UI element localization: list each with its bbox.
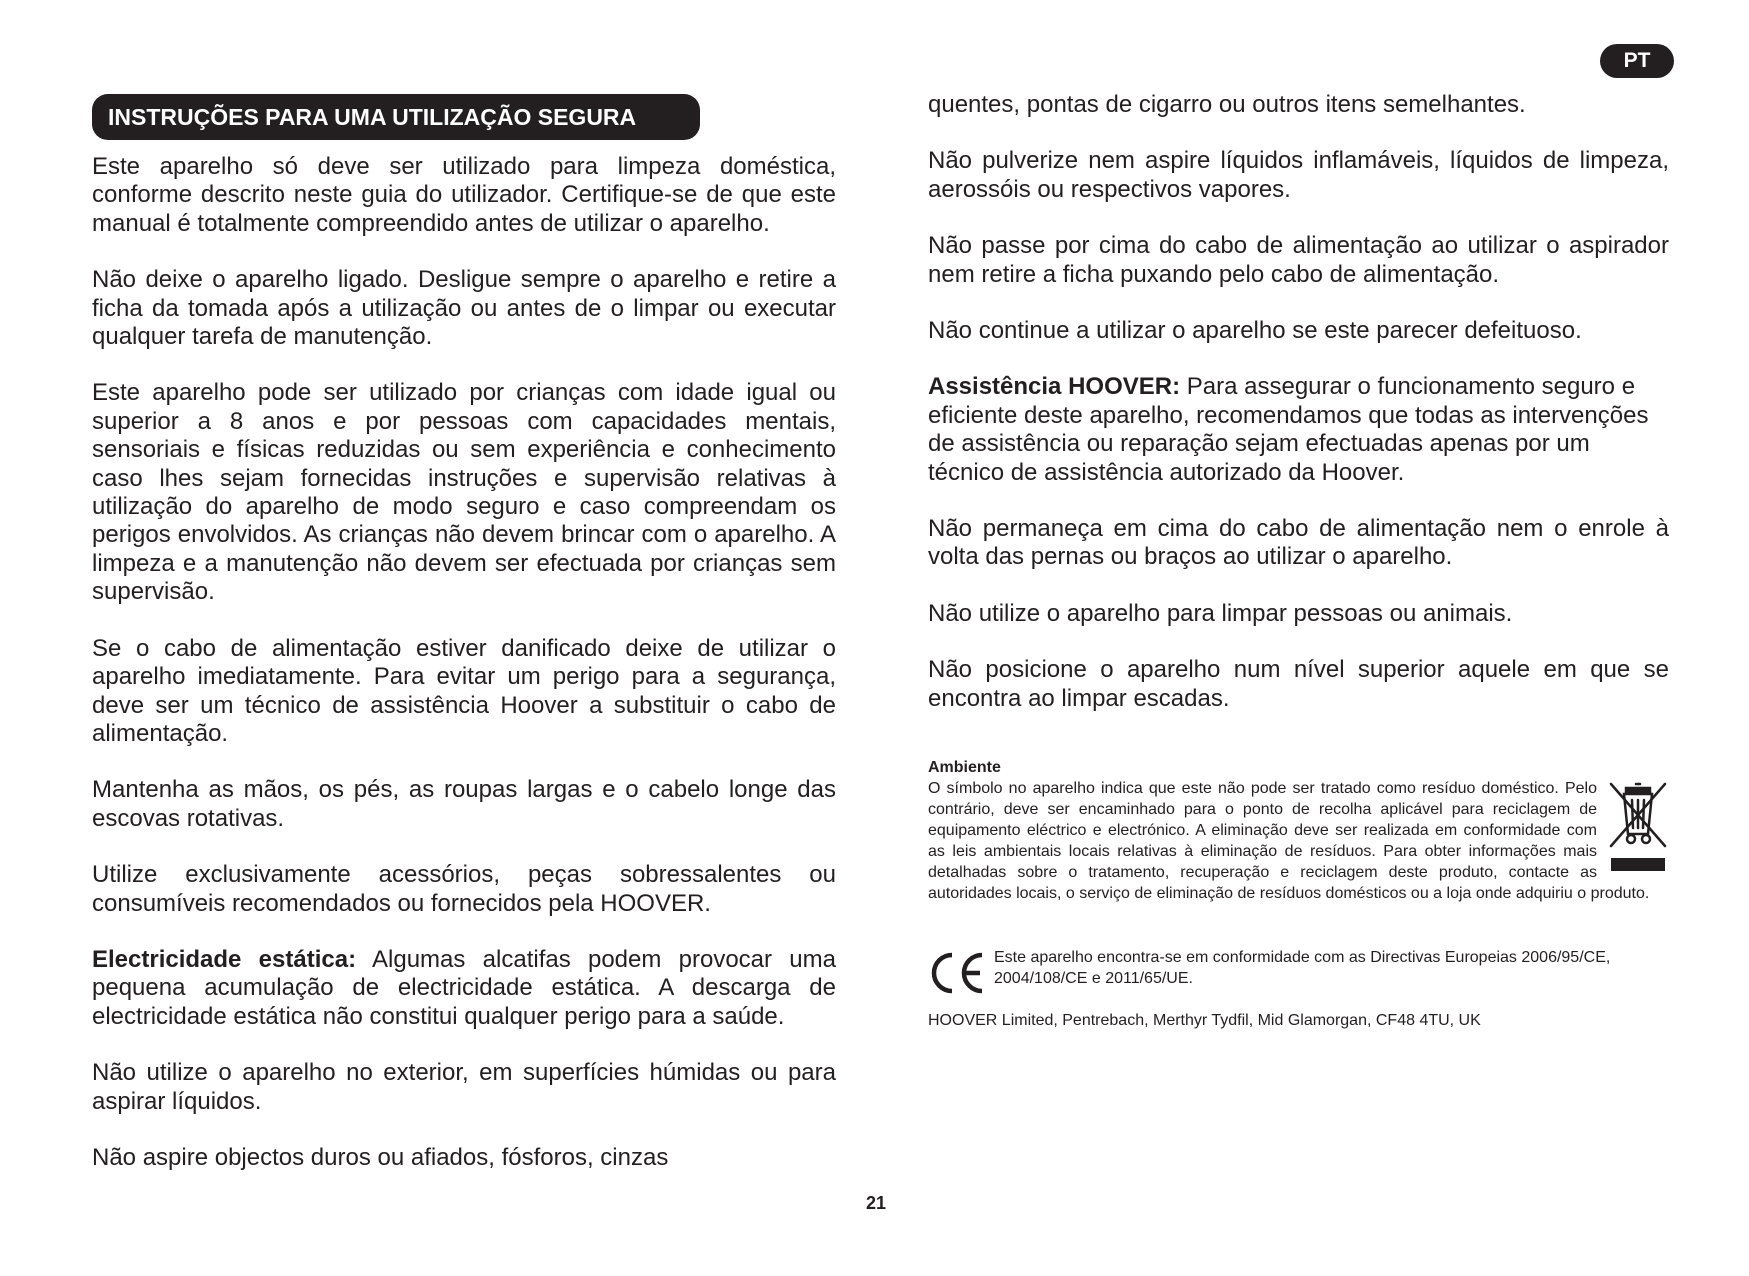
paragraph-hard-objects: Não aspire objectos duros ou afiados, fósforos, cinzas: [92, 1143, 669, 1171]
weee-bin-icon: [1607, 780, 1669, 872]
section-heading: INSTRUÇÕES PARA UMA UTILIZAÇÃO SEGURA: [92, 94, 700, 140]
paragraph-accessories: Utilize exclusivamente acessórios, peças sobressalentes ou consumíveis recomendados ou fornecidos pela HOOVER.: [92, 861, 836, 917]
paragraph-stairs: Não posicione o aparelho num nível superior aquele em que se encontra ao limpar escadas.: [928, 656, 1669, 712]
paragraph-defective: Não continue a utilizar o aparelho se este parecer defeituoso.: [928, 317, 1582, 345]
static-text: Algumas alcatifas podem provocar uma pequena acumulação de electricidade estática. A descarga de electricidade estática não constitui qualquer perigo para a saúde.: [92, 945, 836, 1030]
paragraph-cord-wrap: Não permaneça em cima do cabo de alimentação nem o enrole à volta das pernas ou braços ao utilizar o aparelho.: [928, 515, 1669, 571]
left-column: [92, 153, 836, 1200]
paragraph-people-animals: Não utilize o aparelho para limpar pessoas ou animais.: [928, 599, 1513, 627]
paragraph-domestic-use: Este aparelho só deve ser utilizado para limpeza doméstica, conforme descrito neste guia do utilizador. Certifique-se de que este manual é totalmente compreendido antes de utilizar o aparelho.: [92, 153, 836, 237]
page-number: 21: [866, 1193, 887, 1213]
ce-mark-icon: [928, 949, 986, 1003]
paragraph-damaged-cord: Se o cabo de alimentação estiver danificado deixe de utilizar o aparelho imediatamente. Para evitar um perigo para a segurança, deve ser um técnico de assistência Hoover a substituir o cabo de alimentação.: [92, 634, 836, 747]
static-label: Electricidade estática:: [92, 945, 357, 973]
paragraph-children: Este aparelho pode ser utilizado por crianças com idade igual ou superior a 8 anos e por pessoas com capacidades mentais, sensoriais e físicas reduzidas ou sem experiência e conhecimento caso lhes sejam fornecidas instruções e supervisão relativas à utilização do aparelho de modo seguro e caso compreendam os perigos envolvidos. As crianças não devem brincar com o aparelho. A limpeza e a manutenção não devem ser efectuada por crianças sem supervisão.: [92, 379, 836, 606]
paragraph-cord-handling: Não passe por cima do cabo de alimentação ao utilizar o aspirador nem retire a ficha puxando pelo cabo de alimentação.: [928, 232, 1669, 288]
environment-text: O símbolo no aparelho indica que este não pode ser tratado como resíduo doméstico. Pelo contrário, deve ser encaminhado para o ponto de recolha aplicável para reciclagem de equipamento eléctrico e electrónico. A eliminação deve ser realizada em conformidade com as leis ambientais locais relativas à eliminação de resíduos. Para obter informações mais detalhadas sobre o tratamento, recuperação e reciclagem deste produto, contacte as autoridades locais, o serviço de eliminação de resíduos domésticos ou a loja onde adquiriu o produto.: [928, 780, 1650, 902]
paragraph-hot-items: quentes, pontas de cigarro ou outros itens semelhantes.: [928, 91, 1526, 118]
assistance-label: Assistência HOOVER:: [928, 373, 1181, 401]
paragraph-rotating-brushes: Mantenha as mãos, os pés, as roupas largas e o cabelo longe das escovas rotativas.: [92, 776, 836, 832]
paragraph-flammable: Não pulverize nem aspire líquidos inflamáveis, líquidos de limpeza, aerossóis ou respectivos vapores.: [928, 147, 1669, 203]
paragraph-outdoor: Não utilize o aparelho no exterior, em superfícies húmidas ou para aspirar líquidos.: [92, 1059, 836, 1115]
ce-text: Este aparelho encontra-se em conformidade com as Directivas Europeias 2006/95/CE, 2004/108/CE e 2011/65/UE.: [994, 949, 1611, 987]
paragraph-switch-off: Não deixe o aparelho ligado. Desligue sempre o aparelho e retire a ficha da tomada após a utilização ou antes de o limpar ou executar qualquer tarefa de manutenção.: [92, 266, 836, 351]
environment-title: Ambiente: [928, 759, 1001, 776]
paragraph-static-electricity: [92, 946, 836, 1031]
paragraph-assistance: [928, 373, 1669, 487]
weee-bar: [1611, 858, 1665, 871]
language-badge: PT: [1600, 44, 1674, 78]
environment-section: [928, 757, 1669, 904]
right-column: [928, 91, 1669, 741]
manufacturer-address: HOOVER Limited, Pentrebach, Merthyr Tydfil, Mid Glamorgan, CF48 4TU, UK: [928, 1012, 1481, 1029]
assistance-text: Para assegurar o funcionamento seguro e eficiente deste aparelho, recomendamos que todas as intervenções de assistência ou reparação sejam efectuadas apenas por um técnico de assistência autorizado da Hoover.: [928, 373, 1649, 486]
ce-compliance: [928, 947, 1669, 989]
